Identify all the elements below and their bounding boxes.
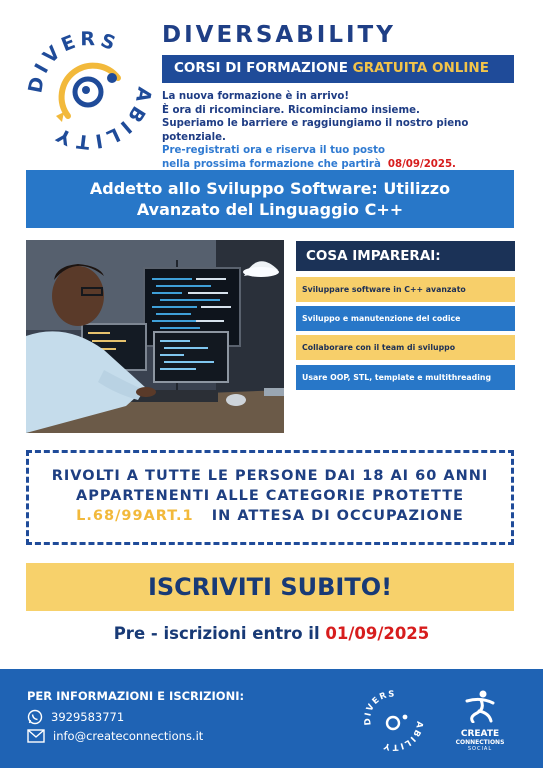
partner-name-line1: CREATE bbox=[460, 729, 500, 739]
law-reference: L.68/99ART.1 bbox=[76, 508, 194, 524]
running-figure-icon bbox=[463, 689, 497, 723]
email-address[interactable]: info@createconnections.it bbox=[53, 729, 204, 743]
svg-text:DIVERS: DIVERS bbox=[24, 28, 123, 95]
brand-title: DIVERSABILITY bbox=[162, 22, 396, 48]
partner-name-line2: CONNECTIONS bbox=[455, 739, 505, 746]
target-audience-box bbox=[26, 450, 514, 545]
preregistration-text: Pre - iscrizioni entro il bbox=[113, 624, 320, 643]
svg-text:ABILITY: ABILITY bbox=[381, 720, 424, 751]
signup-cta[interactable]: ISCRIVITI SUBITO! bbox=[26, 563, 514, 611]
course-type-label: CORSI DI FORMAZIONE bbox=[174, 60, 348, 76]
intro-line: nella prossima formazione che partirà bbox=[162, 158, 381, 170]
course-title-line: Avanzato del Linguaggio C++ bbox=[136, 200, 404, 219]
mail-icon bbox=[27, 729, 45, 743]
developer-photo bbox=[26, 240, 284, 433]
start-date: 08/09/2025. bbox=[387, 158, 456, 170]
intro-text bbox=[162, 90, 522, 172]
phone-number[interactable]: 3929583771 bbox=[51, 710, 125, 724]
preregistration-date: 01/09/2025 bbox=[325, 624, 430, 643]
footer bbox=[0, 669, 543, 768]
whatsapp-icon bbox=[27, 709, 43, 725]
svg-text:DIVERS: DIVERS bbox=[362, 689, 396, 726]
diversability-logo bbox=[20, 16, 156, 152]
email-row[interactable] bbox=[27, 729, 203, 743]
course-type-highlight: GRATUITA ONLINE bbox=[352, 60, 489, 76]
create-connections-logo bbox=[448, 689, 512, 755]
footer-title: PER INFORMAZIONI E ISCRIZIONI: bbox=[27, 689, 245, 703]
intro-line: Superiamo le barriere e raggiungiamo il nostro pieno potenziale. bbox=[162, 118, 469, 143]
diversability-footer-logo bbox=[362, 689, 424, 751]
learn-item: Sviluppo e manutenzione del codice bbox=[296, 306, 515, 331]
target-line-rest: IN ATTESA DI OCCUPAZIONE bbox=[211, 508, 464, 524]
partner-name-line3: SOCIAL bbox=[467, 746, 493, 752]
learn-item: Collaborare con il team di sviluppo bbox=[296, 335, 515, 360]
intro-line: È ora di ricominciare. Ricominciamo insieme. bbox=[162, 104, 420, 116]
preregistration-deadline bbox=[0, 624, 543, 643]
phone-row[interactable] bbox=[27, 709, 124, 725]
svg-text:ABILITY: ABILITY bbox=[49, 85, 156, 152]
course-type-bar bbox=[162, 55, 514, 83]
course-title bbox=[26, 170, 514, 228]
target-line: APPARTENENTI ALLE CATEGORIE PROTETTE bbox=[75, 488, 465, 504]
target-line: RIVOLTI A TUTTE LE PERSONE DAI 18 AI 60 ANNI bbox=[51, 468, 489, 484]
intro-line: La nuova formazione è in arrivo! bbox=[162, 91, 350, 102]
intro-line: Pre-registrati ora e riserva il tuo posto bbox=[162, 145, 385, 157]
target-line bbox=[29, 506, 511, 526]
course-title-line: Addetto allo Sviluppo Software: Utilizzo bbox=[89, 179, 451, 198]
learn-item: Usare OOP, STL, template e multithreading bbox=[296, 365, 515, 390]
learn-item: Sviluppare software in C++ avanzato bbox=[296, 277, 515, 302]
learn-heading: COSA IMPARERAI: bbox=[296, 241, 515, 271]
